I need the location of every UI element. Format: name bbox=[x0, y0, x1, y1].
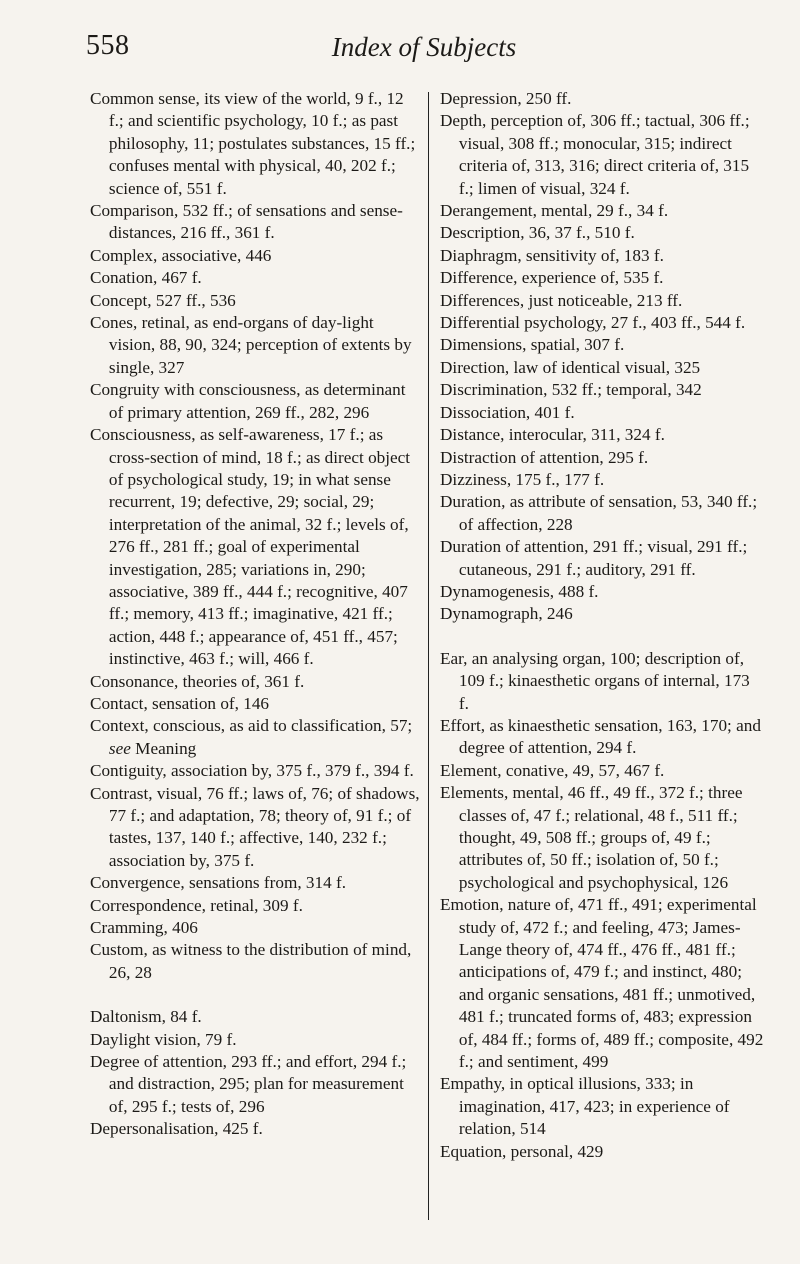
index-entry: Cramming, 406 bbox=[90, 918, 198, 938]
see-target: Meaning bbox=[135, 738, 197, 758]
index-entry: Effort, as kinaesthetic sensation, 163, 170; and degree of attention, 294 f. bbox=[440, 715, 761, 758]
page-header bbox=[86, 30, 726, 70]
index-entry: Dimensions, spatial, 307 f. bbox=[440, 335, 625, 355]
index-entry: Consciousness, as self-awareness, 17 f.; as cross-section of mind, 18 f.; as direct object of psychological study, 19; in what sense recurrent, 19; defective, 29; social, 29; interpretation of the animal, 32 f.; levels of, 276 ff., 281 ff.; goal of experimental investigation, 285; variations in, 290; associative, 389 ff., 444 f.; recognitive, 407 ff.; memory, 413 ff.; imaginative, 421 ff.; action, 448 f.; appearance of, 451 ff., 457; instinctive, 463 f.; will, 466 f. bbox=[90, 425, 411, 669]
index-entry: Common sense, its view of the world, 9 f., 12 f.; and scientific psychology, 10 f.; as past philosophy, 11; postulates substances, 15 ff.; confuses mental with physical, 40, 202 f.; science of, 551 f. bbox=[90, 89, 416, 198]
index-entry: Concept, 527 ff., 536 bbox=[90, 290, 236, 310]
index-entry: Dissociation, 401 f. bbox=[440, 402, 575, 422]
index-entry: Depth, perception of, 306 ff.; tactual, 306 ff.; visual, 308 ff.; monocular, 315; indirect criteria of, 313, 316; direct criteria of, 315 f.; limen of visual, 324 f. bbox=[440, 111, 750, 198]
index-entry: Contact, sensation of, 146 bbox=[90, 693, 270, 713]
index-entry: Diaphragm, sensitivity of, 183 f. bbox=[440, 245, 664, 265]
index-entry: Comparison, 532 ff.; of sensations and sense-distances, 216 ff., 361 f. bbox=[90, 201, 403, 243]
index-entry: Contiguity, association by, 375 f., 379 f., 394 f. bbox=[90, 761, 414, 781]
section-gap bbox=[440, 626, 764, 648]
index-entry: Cones, retinal, as end-organs of day-light vision, 88, 90, 324; perception of extents by single, 327 bbox=[90, 313, 412, 377]
index-entry: Daltonism, 84 f. bbox=[90, 1007, 202, 1027]
index-entry: Daylight vision, 79 f. bbox=[90, 1029, 237, 1049]
index-entry: Direction, law of identical visual, 325 bbox=[440, 357, 701, 377]
see-reference: see bbox=[108, 738, 131, 758]
index-entry: Differential psychology, 27 f., 403 ff., 544 f. bbox=[440, 313, 746, 333]
index-entry: Dynamogenesis, 488 f. bbox=[440, 581, 599, 601]
index-entry: Element, conative, 49, 57, 467 f. bbox=[440, 760, 665, 780]
column-divider bbox=[428, 92, 429, 1220]
index-entry-context bbox=[90, 715, 420, 760]
index-entry: Distance, interocular, 311, 324 f. bbox=[440, 425, 665, 445]
index-entry: Correspondence, retinal, 309 f. bbox=[90, 895, 303, 915]
index-entry: Depersonalisation, 425 f. bbox=[90, 1119, 263, 1139]
index-entry: Empathy, in optical illusions, 333; in imagination, 417, 423; in experience of relation, 514 bbox=[440, 1074, 730, 1139]
index-entry: Equation, personal, 429 bbox=[440, 1141, 604, 1161]
index-entry: Difference, experience of, 535 f. bbox=[440, 268, 664, 288]
index-entry: Dynamograph, 246 bbox=[440, 604, 573, 624]
index-entry: Derangement, mental, 29 f., 34 f. bbox=[440, 201, 669, 221]
index-entry: Complex, associative, 446 bbox=[90, 245, 272, 265]
index-entry: Distraction of attention, 295 f. bbox=[440, 447, 649, 467]
index-entry: Convergence, sensations from, 314 f. bbox=[90, 873, 347, 893]
index-entry: Ear, an analysing organ, 100; description of, 109 f.; kinaesthetic organs of internal, 173 f. bbox=[440, 648, 750, 713]
section-gap bbox=[90, 984, 420, 1006]
context-entry-text: Context, conscious, as aid to classification, 57; bbox=[90, 716, 413, 736]
index-entry: Degree of attention, 293 ff.; and effort, 294 f.; and distraction, 295; plan for measurement of, 295 f.; tests of, 296 bbox=[90, 1052, 407, 1116]
index-entry: Emotion, nature of, 471 ff., 491; experimental study of, 472 f.; and feeling, 473; James-Lange theory of, 474 ff., 476 ff., 481 ff.; anticipations of, 479 f.; and instinct, 480; and organic sensations, 481 ff.; unmotived, 481 f.; truncated forms of, 483; expression of, 484 ff.; forms of, 489 ff.; composite, 492 f.; and sentiment, 499 bbox=[440, 895, 764, 1072]
index-entry: Dizziness, 175 f., 177 f. bbox=[440, 469, 605, 489]
page-number: 558 bbox=[86, 30, 130, 61]
index-entry: Differences, just noticeable, 213 ff. bbox=[440, 290, 683, 310]
right-column bbox=[440, 88, 764, 1163]
index-entry: Depression, 250 ff. bbox=[440, 89, 572, 108]
index-entry: Discrimination, 532 ff.; temporal, 342 bbox=[440, 380, 702, 400]
left-column bbox=[90, 88, 420, 1141]
running-head: Index of Subjects bbox=[331, 32, 517, 62]
index-entry: Duration of attention, 291 ff.; visual, 291 ff.; cutaneous, 291 f.; auditory, 291 ff. bbox=[440, 537, 748, 579]
index-entry: Congruity with consciousness, as determinant of primary attention, 269 ff., 282, 296 bbox=[90, 380, 406, 422]
index-entry: Duration, as attribute of sensation, 53, 340 ff.; of affection, 228 bbox=[440, 492, 758, 534]
index-entry: Consonance, theories of, 361 f. bbox=[90, 671, 305, 691]
index-entry: Description, 36, 37 f., 510 f. bbox=[440, 223, 635, 243]
index-entry: Contrast, visual, 76 ff.; laws of, 76; of shadows, 77 f.; and adaptation, 78; theory of, 91 f.; of tastes, 137, 140 f.; affective, 140, 232 f.; association by, 375 f. bbox=[90, 783, 420, 870]
index-entry: Elements, mental, 46 ff., 49 ff., 372 f.; three classes of, 47 f.; relational, 48 f., 511 ff.; thought, 49, 508 ff.; groups of, 49 f.; attributes of, 50 ff.; isolation of, 50 f.; psychological and psychophysical, 126 bbox=[440, 783, 743, 892]
index-entry: Custom, as witness to the distribution of mind, 26, 28 bbox=[90, 940, 412, 982]
index-entry: Conation, 467 f. bbox=[90, 268, 202, 288]
